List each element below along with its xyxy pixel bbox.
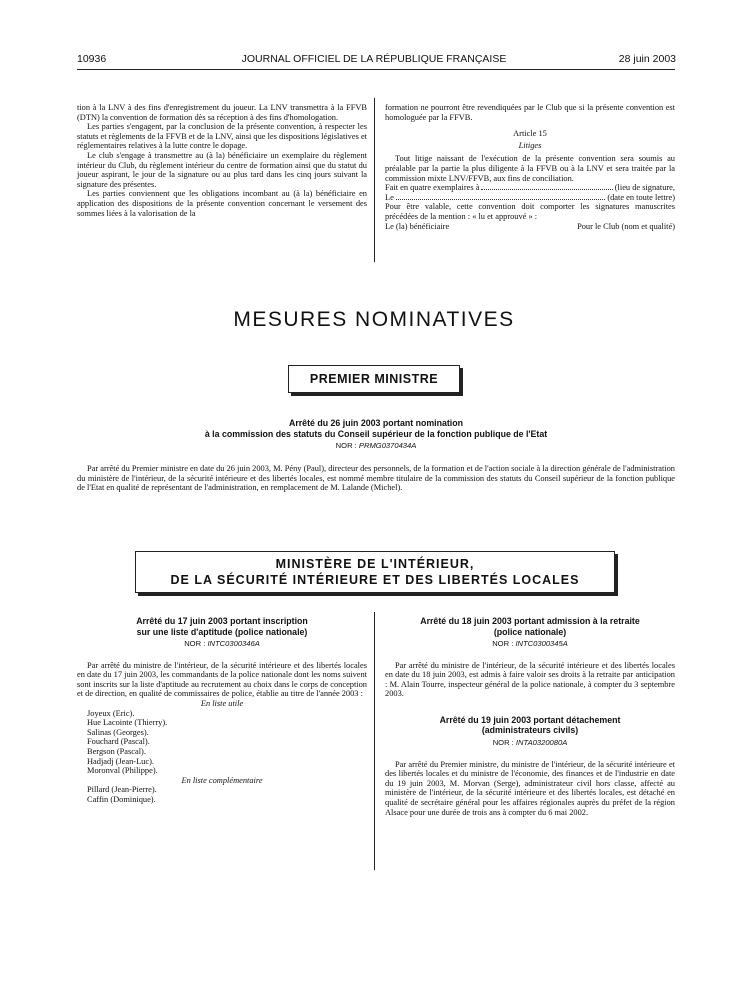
premier-ministre-label: PREMIER MINISTRE: [309, 372, 439, 386]
arrete-title: Arrêté du 19 juin 2003 portant détachement: [439, 714, 621, 725]
paragraph: Par arrêté du ministre de l'intérieur, de la sécurité intérieure et des libertés locales en date du 18 juin 2003, est admis à faire valoir ses droits à la retraite par anticipation : M. Alain Tourre, inspecteur général de la police nationale, à compter du 3 septembre 2003.: [385, 660, 675, 699]
dotted-leader: [481, 189, 612, 190]
arrete-title: (police nationale): [493, 626, 567, 637]
names-list-complementary: [77, 785, 367, 804]
ministere-line1: MINISTÈRE DE L'INTÉRIEUR,: [275, 557, 475, 571]
paragraph: Pour être valable, cette convention doit comporter les signatures manuscrites précédées de la mention : « lu et approuvé » :: [385, 202, 675, 221]
paragraph: Les parties conviennent que les obligations incombant au (à la) bénéficiaire en application des dispositions de la présente convention concernant le versement des sommes liées à la valorisation de la: [77, 189, 367, 218]
lower-right-column: [385, 616, 675, 817]
le-suffix: (date en toute lettre): [607, 192, 675, 202]
nor-code: INTC0300345A: [515, 639, 568, 648]
paragraph: Les parties s'engagent, par la conclusion de la présente convention, à respecter les statuts et règlements de la FFVB et de la LNV, ainsi que les dispositions législatives et réglementaires relatives à la lutte contre le dopage.: [77, 122, 367, 151]
arrete-title: sur une liste d'aptitude (police nationale): [136, 626, 308, 637]
nor-reference: [77, 639, 367, 649]
nor-reference: [385, 738, 675, 748]
paragraph: Par arrêté du Premier ministre en date du 26 juin 2003, M. Pény (Paul), directeur des personnels, de la formation et de l'action sociale à la direction générale de l'administration du ministère de l'intérieur, de la sécurité intérieure et des libertés locales, est nommé membre titulaire de la commission des statuts du Conseil supérieur de la fonction publique de l'Etat en qualité de représentant de l'administration, en remplacement de M. Lalande (Michel).: [77, 464, 675, 493]
sign-right: Pour le Club (nom et qualité): [577, 221, 675, 231]
nor-code: PRMG0370434A: [358, 441, 417, 450]
paragraph: Par arrêté du ministre de l'intérieur, de la sécurité intérieure et des libertés locales en date du 17 juin 2003, les commandants de la police nationale dont les noms suivent sont inscrits sur la liste d'aptitude au recrutement au choix dans le corps de conception et de direction, en qualité de commissaires de police, établie au titre de l'année 2003 :: [77, 660, 367, 699]
column-divider: [374, 612, 375, 870]
page-number: 10936: [77, 53, 107, 65]
list-item: Pillard (Jean-Pierre).: [87, 785, 157, 795]
list-item: Salinas (Georges).: [87, 727, 149, 737]
signature-place-line: [385, 183, 675, 193]
nor-reference: [385, 639, 675, 649]
top-left-column: [77, 103, 367, 218]
list-item: Hadjadj (Jean-Luc).: [87, 756, 154, 766]
nor-label: NOR :: [492, 639, 514, 648]
article-number: Article 15: [513, 129, 547, 139]
lower-left-column: [77, 616, 367, 805]
arrete-title: Arrêté du 26 juin 2003 portant nomination: [288, 418, 463, 428]
arrete-heading: [77, 616, 367, 649]
list-item: Fouchard (Pascal).: [87, 737, 150, 747]
fait-label: Fait en quatre exemplaires à: [385, 183, 480, 193]
paragraph: Le club s'engage à transmettre au (à la) bénéficiaire un exemplaire du règlement intérieur du Club, du règlement intérieur du centre de formation ainsi que du statut du joueur aspirant, le jour de la signature ou au plus tard dans les cinq jours suivant la signature des présentes.: [77, 150, 367, 189]
list-item: Moronval (Philippe).: [87, 766, 158, 776]
pm-arrete-heading: [77, 418, 675, 450]
arrete-title: (administrateurs civils): [481, 725, 579, 736]
nor-reference: [77, 441, 675, 450]
names-list-main: [77, 709, 367, 776]
list-item: Caffin (Dominique).: [87, 794, 156, 804]
top-right-column: [385, 103, 675, 231]
list-item: Hue Lacointe (Thierry).: [87, 718, 168, 728]
sign-left: Le (la) bénéficiaire: [385, 221, 450, 231]
paragraph: tion à la LNV à des fins d'enregistrement du joueur. La LNV transmettra à la FFVB (DTN) la convention de formation dès sa réception à des fins d'homologation.: [77, 103, 367, 122]
dotted-leader: [396, 199, 605, 200]
fait-suffix: (lieu de signature,: [614, 183, 675, 193]
list-item: Bergson (Pascal).: [87, 746, 146, 756]
ministere-line2: DE LA SÉCURITÉ INTÉRIEURE ET DES LIBERTÉS LOCALES: [170, 573, 580, 587]
le-label: Le: [385, 192, 394, 202]
pm-arrete-body: [77, 464, 675, 493]
paragraph: Tout litige naissant de l'exécution de la présente convention sera soumis au préalable par la partie la plus diligente à la FFVB ou à la LNV et sera traitée par la commission mixte LNV/FFVB, aux fins de conciliation.: [385, 154, 675, 183]
nor-label: NOR :: [335, 441, 357, 450]
header-rule: [77, 69, 675, 70]
journal-title: JOURNAL OFFICIEL DE LA RÉPUBLIQUE FRANÇAISE: [241, 53, 507, 65]
article-title: Litiges: [518, 140, 542, 150]
list-main-title: En liste utile: [200, 698, 244, 708]
arrete-title: Arrêté du 17 juin 2003 portant inscription: [136, 616, 308, 626]
list-item: Joyeux (Eric).: [87, 708, 135, 718]
arrete-heading: [385, 715, 675, 748]
arrete-heading: [385, 616, 675, 649]
section-title: MESURES NOMINATIVES: [233, 308, 515, 331]
arrete-title: Arrêté du 18 juin 2003 portant admission à la retraite: [420, 616, 640, 626]
signature-date-line: [385, 193, 675, 203]
signature-row: [385, 222, 675, 232]
paragraph: Par arrêté du Premier ministre, du ministre de l'intérieur, de la sécurité intérieure et des libertés locales et du ministre de l'économie, des finances et de l'industrie en date du 19 juin 2003, M. Morvan (Serge), administrateur civil hors classe, affecté au ministère de l'intérieur, de la sécurité intérieure et des libertés locales, est détaché en qualité de secrétaire général pour les affaires régionales auprès du préfet de la région Alsace pour une durée de trois ans à compter du 6 mai 2002.: [385, 759, 675, 817]
arrete-title: à la commission des statuts du Conseil supérieur de la fonction publique de l'Etat: [204, 428, 548, 439]
paragraph: formation ne pourront être revendiquées par le Club que si la présente convention est homologuée par la FFVB.: [385, 103, 675, 122]
premier-ministre-box: [288, 365, 460, 393]
nor-code: INTC0300346A: [207, 639, 260, 648]
nor-code: INTA0320080A: [515, 737, 568, 747]
ministere-box: [135, 551, 615, 593]
nor-label: NOR :: [184, 639, 206, 648]
list-comp-title: En liste complémentaire: [181, 775, 263, 785]
nor-label: NOR :: [492, 737, 514, 747]
column-divider: [374, 98, 375, 262]
issue-date: 28 juin 2003: [618, 53, 676, 65]
